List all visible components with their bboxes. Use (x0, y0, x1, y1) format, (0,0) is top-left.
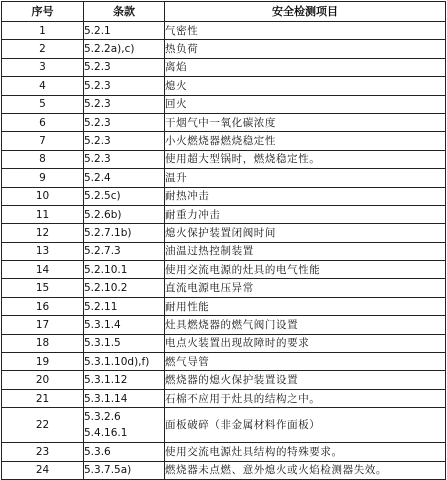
row-safety-test-item: 使用交流电源的灶具的电气性能 (165, 261, 446, 279)
row-clause-value: 5.2.10.2 (84, 282, 128, 295)
row-safety-test-item: 小火燃烧器燃烧稳定性 (165, 132, 446, 150)
table-body (2, 22, 446, 480)
row-clause (84, 297, 165, 315)
row-serial-number: 3 (2, 58, 84, 76)
row-clause (84, 187, 165, 205)
table-row (2, 132, 446, 150)
table-row (2, 40, 446, 58)
row-serial-number: 10 (2, 187, 84, 205)
row-clause (84, 279, 165, 297)
row-safety-test-item: 耐热冲击 (165, 187, 446, 205)
table-header (2, 2, 446, 22)
table-row (2, 242, 446, 260)
row-serial-number: 24 (2, 461, 84, 479)
table-row (2, 261, 446, 279)
row-clause (84, 242, 165, 260)
row-clause (84, 461, 165, 479)
row-clause-value: 5.2.3 (84, 135, 111, 148)
row-clause (84, 132, 165, 150)
row-serial-number: 4 (2, 77, 84, 95)
row-safety-test-item: 温升 (165, 169, 446, 187)
row-clause-value: 5.3.1.10d),f) (84, 355, 150, 368)
row-clause (84, 40, 165, 58)
row-serial-number: 14 (2, 261, 84, 279)
row-safety-test-item: 燃烧器未点燃、意外熄火或火焰检测器失效。 (165, 461, 446, 479)
table-row (2, 77, 446, 95)
row-safety-test-item: 离焰 (165, 58, 446, 76)
row-clause-value: 5.3.1.5 (84, 337, 121, 350)
row-safety-test-item: 燃气导管 (165, 353, 446, 371)
row-clause (84, 113, 165, 131)
row-clause (84, 77, 165, 95)
table-row (2, 187, 446, 205)
row-clause-value: 5.2.7.1b) (84, 226, 132, 239)
row-clause (84, 261, 165, 279)
table-row (2, 443, 446, 461)
safety-test-items-table (1, 1, 446, 480)
row-safety-test-item: 熄火保护装置闭阀时间 (165, 224, 446, 242)
row-clause (84, 389, 165, 407)
row-serial-number: 19 (2, 353, 84, 371)
row-clause-value: 5.2.3 (84, 79, 111, 92)
header-serial-number: 序号 (2, 2, 84, 22)
row-serial-number: 5 (2, 95, 84, 113)
row-clause (84, 95, 165, 113)
row-clause-value: 5.3.7.5a) (84, 464, 132, 477)
table-row (2, 316, 446, 334)
row-clause (84, 443, 165, 461)
row-serial-number: 8 (2, 150, 84, 168)
table-row (2, 58, 446, 76)
row-serial-number: 7 (2, 132, 84, 150)
row-clause-value: 5.2.3 (84, 98, 111, 111)
row-safety-test-item: 使用超大型锅时，燃烧稳定性。 (165, 150, 446, 168)
row-clause (84, 58, 165, 76)
row-clause-value: 5.2.1 (84, 24, 111, 37)
table-row (2, 22, 446, 40)
row-clause (84, 22, 165, 40)
row-clause-value: 5.3.6 (84, 445, 111, 458)
row-serial-number: 11 (2, 205, 84, 223)
row-clause-value: 5.2.3 (84, 116, 111, 129)
row-clause-value: 5.2.5c) (84, 190, 121, 203)
row-serial-number: 20 (2, 371, 84, 389)
row-clause (84, 169, 165, 187)
row-serial-number: 12 (2, 224, 84, 242)
row-serial-number: 17 (2, 316, 84, 334)
table-row (2, 150, 446, 168)
row-serial-number: 1 (2, 22, 84, 40)
row-serial-number: 9 (2, 169, 84, 187)
row-safety-test-item: 耐重力冲击 (165, 205, 446, 223)
row-safety-test-item: 气密性 (165, 22, 446, 40)
table-row (2, 224, 446, 242)
row-safety-test-item: 油温过热控制装置 (165, 242, 446, 260)
row-clause (84, 205, 165, 223)
table-row (2, 95, 446, 113)
row-clause-value: 5.3.1.14 (84, 392, 128, 405)
row-serial-number: 13 (2, 242, 84, 260)
row-clause-value: 5.3.2.6 (84, 411, 121, 424)
row-serial-number: 6 (2, 113, 84, 131)
table-row (2, 334, 446, 352)
row-safety-test-item: 回火 (165, 95, 446, 113)
row-safety-test-item: 面板破碎（非金属材料作面板） (165, 408, 446, 443)
table-row (2, 169, 446, 187)
row-clause-value: 5.2.7.3 (84, 245, 121, 258)
table-row (2, 113, 446, 131)
row-safety-test-item: 干烟气中一氧化碳浓度 (165, 113, 446, 131)
row-clause-value: 5.2.6b) (84, 208, 122, 221)
table-row (2, 353, 446, 371)
row-clause-value: 5.2.4 (84, 171, 111, 184)
row-safety-test-item: 燃烧器的熄火保护装置设置 (165, 371, 446, 389)
row-clause-value: 5.2.2a),c) (84, 43, 135, 56)
row-safety-test-item: 熄火 (165, 77, 446, 95)
row-safety-test-item: 使用交流电源灶具结构的特殊要求。 (165, 443, 446, 461)
row-clause-value: 5.2.3 (84, 61, 111, 74)
table-row (2, 408, 446, 443)
row-serial-number: 2 (2, 40, 84, 58)
row-clause-value: 5.4.16.1 (84, 427, 128, 440)
row-serial-number: 18 (2, 334, 84, 352)
row-safety-test-item: 电点火装置出现故障时的要求 (165, 334, 446, 352)
row-clause-value: 5.3.1.4 (84, 318, 121, 331)
row-serial-number: 21 (2, 389, 84, 407)
row-safety-test-item: 热负荷 (165, 40, 446, 58)
row-clause (84, 334, 165, 352)
row-clause (84, 150, 165, 168)
row-safety-test-item: 直流电源电压异常 (165, 279, 446, 297)
row-clause (84, 224, 165, 242)
row-serial-number: 23 (2, 443, 84, 461)
table-row (2, 389, 446, 407)
table-row (2, 279, 446, 297)
row-clause-value: 5.2.11 (84, 300, 118, 313)
row-safety-test-item: 石棉不应用于灶具的结构之中。 (165, 389, 446, 407)
row-clause-value: 5.2.10.1 (84, 263, 128, 276)
header-row (2, 2, 446, 22)
table-row (2, 297, 446, 315)
row-clause-value: 5.3.1.12 (84, 374, 128, 387)
row-clause (84, 371, 165, 389)
row-serial-number: 22 (2, 408, 84, 443)
row-clause (84, 408, 165, 443)
header-clause: 条款 (84, 2, 165, 22)
table-row (2, 461, 446, 479)
header-safety-test-item: 安全检测项目 (165, 2, 446, 22)
table-row (2, 371, 446, 389)
row-safety-test-item: 灶具燃烧器的燃气阀门设置 (165, 316, 446, 334)
row-clause (84, 353, 165, 371)
row-serial-number: 15 (2, 279, 84, 297)
row-safety-test-item: 耐用性能 (165, 297, 446, 315)
row-clause-value: 5.2.3 (84, 153, 111, 166)
row-clause (84, 316, 165, 334)
row-serial-number: 16 (2, 297, 84, 315)
table-row (2, 205, 446, 223)
